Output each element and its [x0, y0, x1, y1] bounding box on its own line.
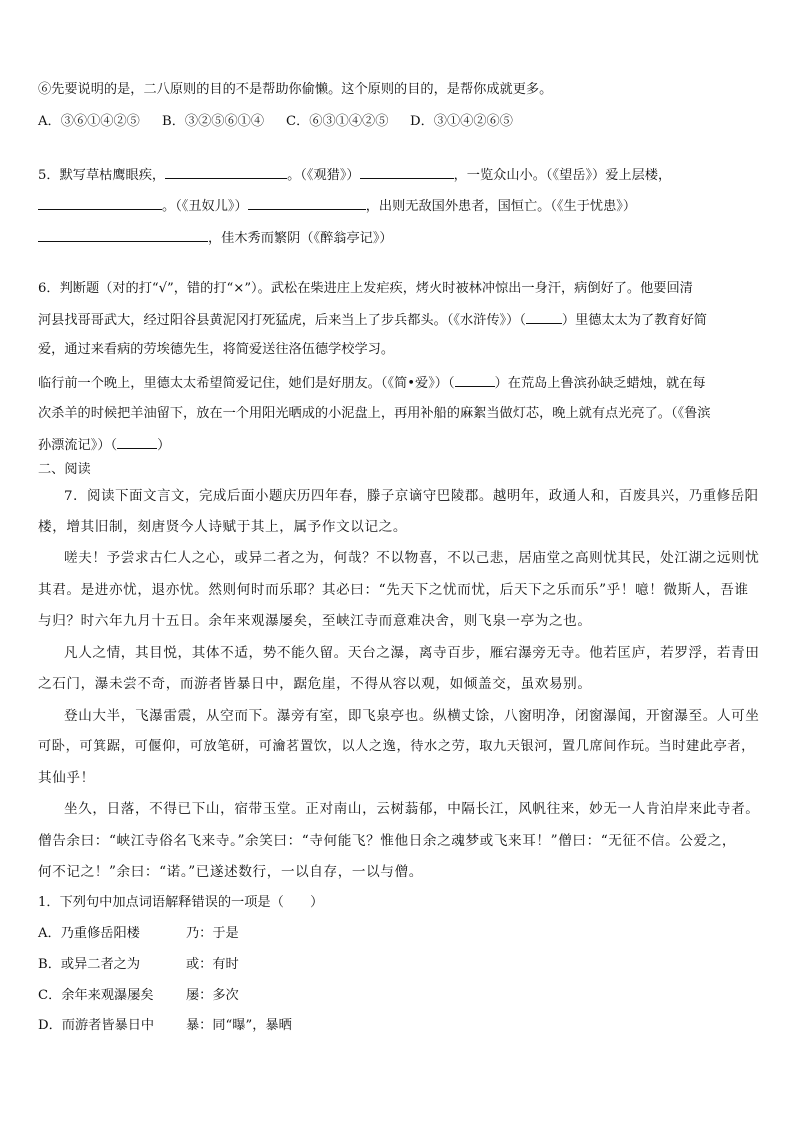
q7-para1-line-2: 其君。是进亦忧，退亦忧。然则何时而乐耶？其必曰：“先天下之忧而忧，后天下之乐而乐”乎！噫！微斯人，吾谁	[38, 582, 749, 598]
q7-para3-line-2: 可卧，可箕踞，可偃仰，可放笔研，可瀹茗置饮，以人之逸，待水之劳，取九天银河，置几席间作玩。当时建此亭者，	[38, 739, 755, 754]
q5-text: 5．默写草枯鹰眼疾，	[38, 168, 166, 183]
q6-text: ）里德太太为了教育好简	[561, 313, 707, 328]
sub1-option-b-meaning: 或：有时	[186, 957, 239, 972]
q4-option-b[interactable]: B．③②⑤⑥①④	[162, 114, 265, 129]
sub1-option-c-meaning: 屡：多次	[186, 988, 239, 1003]
q5-text: 。（《观猎》）	[287, 168, 360, 183]
q5-text: ，佳木秀而繁阴（《醉翁亭记》）	[208, 231, 393, 246]
q5-line-2	[38, 195, 636, 217]
q6-answer-blank-1[interactable]	[526, 309, 562, 324]
q5-blank-3[interactable]	[38, 195, 162, 210]
q4-option-c[interactable]: C．⑥③①④②⑤	[286, 114, 389, 129]
q5-text: ，一览众山小。（《望岳》）爱上层楼，	[453, 168, 672, 183]
q7-para2-line-1: 凡人之情，其目悦，其体不适，势不能久留。天台之瀑，离寺百步，雁宕瀑旁无寺。他若匡庐，若罗浮，若青田	[64, 645, 760, 661]
sub1-option-d-meaning: 暴：同“曝”，暴晒	[186, 1018, 292, 1033]
sub1-option-c[interactable]	[38, 986, 239, 1006]
sub1-question: 1．下列句中加点词语解释错误的一项是（ ）	[38, 895, 324, 910]
q6-line-3: 爱，通过来看病的劳埃德先生，将简爱送往洛伍德学校学习。	[38, 342, 395, 357]
sub1-option-b-label: B．或异二者之为	[38, 957, 141, 972]
q6-text: 孙漂流记》）（	[38, 438, 118, 453]
q7-para4-line-1: 坐久，日落，不得已下山，宿带玉堂。正对南山，云树蓊郁，中隔长江，风帆往来，妙无一人肯泊岸来此寺者。	[64, 801, 760, 817]
q6-answer-blank-2[interactable]	[455, 372, 495, 387]
q5-blank-4[interactable]	[248, 195, 366, 210]
q4-option-a[interactable]: A．③⑥①④②⑤	[38, 114, 140, 129]
q5-blank-1[interactable]	[165, 164, 287, 179]
sub1-option-c-label: C．余年来观瀑屡矣	[38, 988, 154, 1003]
q5-text: ，出则无敌国外患者，国恒亡。（《生于忧患》）	[365, 199, 637, 214]
q7-para1-line-3: 与归？时六年九月十五日。余年来观瀑屡矣，至峡江寺而意难决舍，则飞泉一亭为之也。	[38, 613, 592, 629]
q6-text: 临行前一个晚上，里德太太希望简爱记住，她们是好朋友。（《简•爱》）（	[38, 376, 455, 391]
q6-text: ）	[157, 438, 171, 453]
q5-blank-5[interactable]	[38, 227, 208, 242]
sub1-option-a[interactable]	[38, 924, 239, 944]
q7-para4-line-2: 僧告余曰：“峡江寺俗名飞来寺。”余笑曰：“寺何能飞？惟他日余之魂梦或飞来耳！”僧曰：“无征不信。公爱之，	[38, 833, 737, 849]
section-heading-reading: 二、阅读	[38, 462, 91, 477]
q7-para3-line-3: 其仙乎！	[38, 770, 95, 786]
q6-line-2	[38, 309, 707, 331]
q5-line-3	[38, 227, 393, 249]
q7-intro-line-2: 楼，增其旧制，刻唐贤今人诗赋于其上，属予作文以记之。	[38, 519, 408, 535]
sub1-option-d[interactable]	[38, 1016, 292, 1036]
q6-line-5: 次杀羊的时候把羊油留下，放在一个用阳光晒成的小泥盘上，再用补船的麻絮当做灯芯，晚上就有点光亮了。（《鲁滨	[38, 406, 711, 421]
q5-text: 。（《丑奴儿》）	[162, 199, 248, 214]
q6-text: 河县找哥哥武大，经过阳谷县黄泥冈打死猛虎，后来当上了步兵都头。（《水浒传》）（	[38, 313, 526, 328]
q6-line-1: 6．判断题（对的打“√”，错的打“×”）。武松在柴进庄上发疟疾，烤火时被林冲惊出一身汗，病倒好了。他要回清	[38, 281, 693, 296]
q6-line-6	[38, 434, 170, 456]
q7-para2-line-2: 之石门，瀑未尝不奇，而游者皆暴日中，踞危崖，不得从容以观，如倾盖交，虽欢易别。	[38, 676, 592, 692]
sub1-option-b[interactable]	[38, 955, 239, 975]
q6-line-4	[38, 372, 706, 394]
q7-para3-line-1: 登山大半，飞瀑雷震，从空而下。瀑旁有室，即飞泉亭也。纵横丈馀，八窗明净，闭窗瀑闻，开窗瀑至。人可坐	[64, 708, 760, 724]
q5-line-1	[38, 164, 671, 186]
sub1-option-a-label: A．乃重修岳阳楼	[38, 926, 140, 941]
q4-statement-6: ⑥先要说明的是，二八原则的目的不是帮助你偷懒。这个原则的目的，是帮你成就更多。	[38, 82, 553, 97]
q7-para1-line-1: 嗟夫！予尝求古仁人之心，或异二者之为，何哉？不以物喜，不以己悲，居庙堂之高则忧其民，处江湖之远则忧	[64, 550, 760, 566]
q7-intro-line-1: 7．阅读下面文言文，完成后面小题庆历四年春，滕子京谪守巴陵郡。越明年，政通人和，百废具兴，乃重修岳阳	[64, 489, 759, 504]
q5-blank-2[interactable]	[360, 164, 454, 179]
q6-answer-blank-3[interactable]	[117, 434, 157, 449]
q6-text: ）在荒岛上鲁滨孙缺乏蜡烛，就在每	[494, 376, 706, 391]
sub1-option-d-label: D．而游者皆暴日中	[38, 1018, 155, 1033]
sub1-option-a-meaning: 乃：于是	[186, 926, 239, 941]
q4-options	[38, 112, 513, 132]
q4-option-d[interactable]: D．③①④②⑥⑤	[410, 114, 513, 129]
q7-para4-line-3: 何不记之！”余曰：“诺。”已遂述数行，一以自存，一以与僧。	[38, 864, 423, 880]
